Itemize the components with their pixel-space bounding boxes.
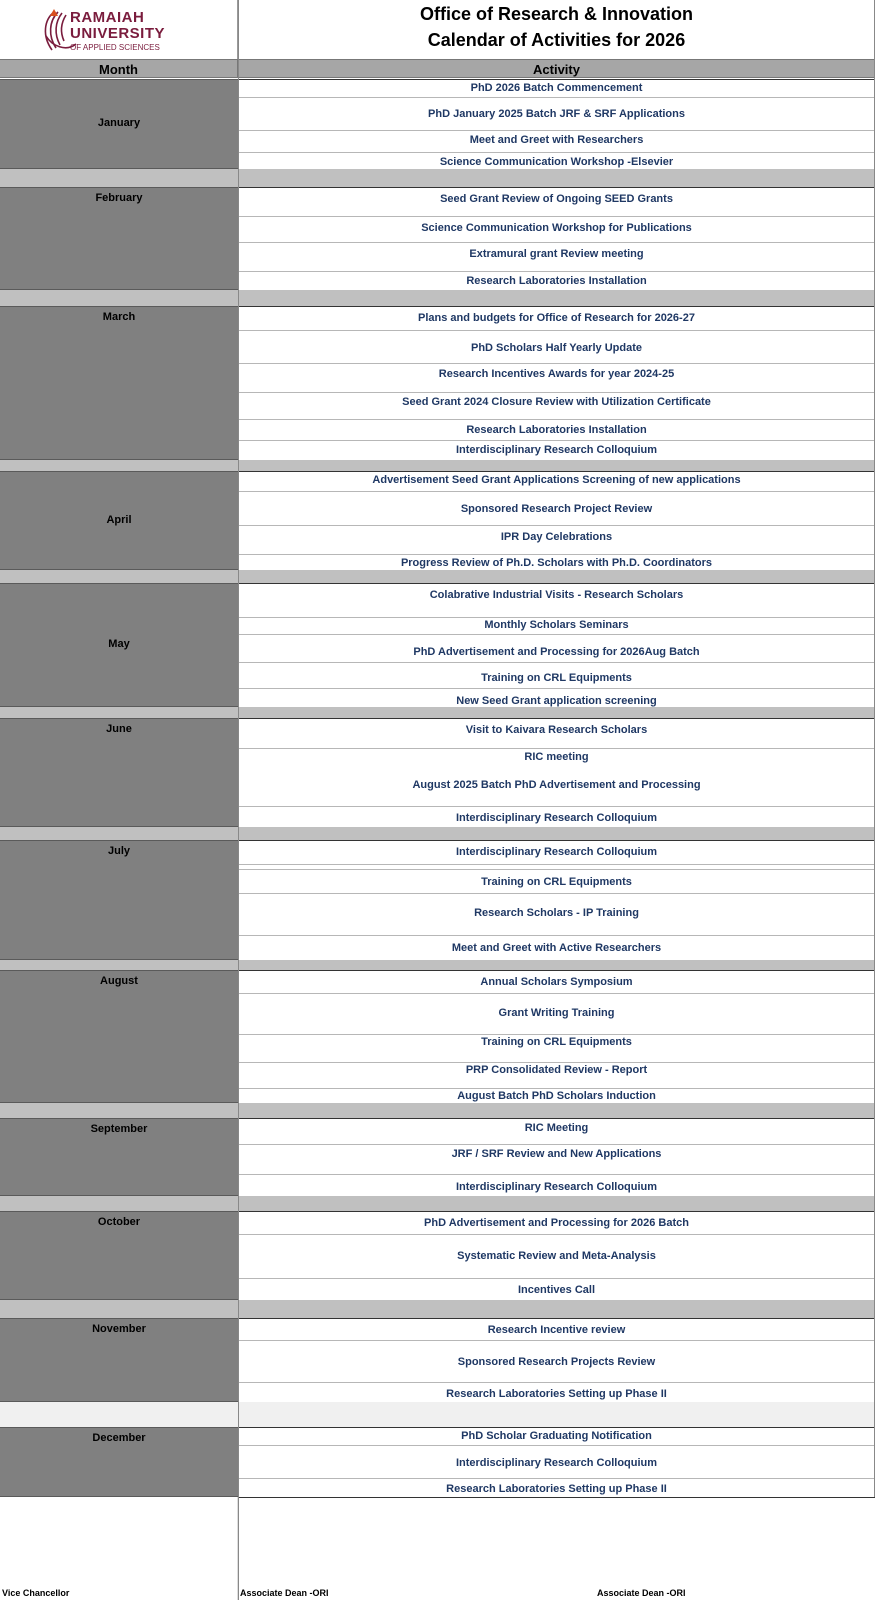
activity-item: Seed Grant 2024 Closure Review with Utilization Certificate	[402, 396, 711, 408]
activity-item: New Seed Grant application screening	[456, 695, 657, 707]
activity-item: Extramural grant Review meeting	[469, 248, 644, 260]
activity-item: Training on CRL Equipments	[481, 876, 632, 888]
month-cell-march	[0, 306, 238, 460]
activity-item: Meet and Greet with Active Researchers	[451, 942, 662, 954]
month-label: May	[108, 638, 130, 650]
activity-item: Sponsored Research Projects Review	[457, 1356, 656, 1368]
row-separator	[238, 1234, 875, 1235]
activity-item: JRF / SRF Review and New Applications	[451, 1148, 662, 1160]
row-separator	[238, 271, 875, 272]
row-border	[238, 79, 875, 80]
row-separator	[238, 1445, 875, 1446]
activity-item: Research Laboratories Installation	[466, 275, 647, 287]
row-separator	[238, 152, 875, 153]
row-border	[238, 471, 875, 472]
activity-item: Interdisciplinary Research Colloquium	[455, 1457, 658, 1469]
activity-item: PhD Scholar Graduating Notification	[461, 1430, 652, 1442]
row-separator	[238, 1478, 875, 1479]
row-separator	[238, 363, 875, 364]
month-label: September	[90, 1123, 148, 1135]
row-separator	[238, 554, 875, 555]
month-label: December	[92, 1432, 146, 1444]
activity-item: Progress Review of Ph.D. Scholars with Ph.D. Coordinators	[400, 557, 713, 569]
row-border	[238, 1118, 875, 1119]
row-separator	[238, 525, 875, 526]
month-spacer	[0, 1402, 238, 1427]
activity-item: PhD 2026 Batch Commencement	[470, 82, 643, 94]
activity-item: Training on CRL Equipments	[481, 1036, 632, 1048]
row-border	[238, 306, 875, 307]
activity-item: Training on CRL Equipments	[481, 672, 632, 684]
logo-text-university: UNIVERSITY	[70, 25, 166, 42]
activity-item: Grant Writing Training	[498, 1007, 615, 1019]
activity-spacer	[238, 1196, 875, 1211]
activity-spacer	[238, 290, 875, 306]
month-spacer	[0, 960, 238, 970]
signature-associate-dean-2: Associate Dean -ORI	[597, 1588, 686, 1598]
activity-spacer	[238, 827, 875, 840]
month-cell-july	[0, 840, 238, 960]
logo-text-applied: OF APPLIED SCIENCES	[70, 43, 160, 52]
activity-item: Research Laboratories Setting up Phase II	[446, 1483, 667, 1495]
activity-item: Visit to Kaivara Research Scholars	[465, 724, 648, 736]
row-separator	[238, 688, 875, 689]
activity-item: Systematic Review and Meta-Analysis	[457, 1250, 656, 1262]
month-spacer	[0, 1196, 238, 1211]
activity-item: PRP Consolidated Review - Report	[465, 1064, 648, 1076]
activity-spacer	[238, 1103, 875, 1118]
month-spacer	[0, 169, 238, 187]
activity-item: Colabrative Industrial Visits - Research Scholars	[429, 589, 684, 601]
row-separator	[238, 330, 875, 331]
page-title: Office of Research & Innovation	[419, 4, 694, 24]
activity-item: Advertisement Seed Grant Applications Screening of new applications	[372, 474, 741, 486]
activity-item: Sponsored Research Project Review	[460, 503, 653, 515]
activity-spacer	[238, 169, 875, 187]
activity-item: August 2025 Batch PhD Advertisement and Processing	[412, 779, 701, 791]
month-spacer	[0, 570, 238, 583]
logo-cell	[0, 0, 238, 59]
activity-item: Science Communication Workshop for Publications	[421, 222, 692, 234]
month-label: July	[107, 845, 130, 857]
row-border	[238, 1318, 875, 1319]
activity-item: Interdisciplinary Research Colloquium	[455, 812, 658, 824]
activity-item: Monthly Scholars Seminars	[484, 619, 629, 631]
month-label: October	[97, 1216, 141, 1228]
column-header-activity: Activity	[238, 59, 875, 78]
row-separator	[238, 419, 875, 420]
month-label: January	[97, 117, 141, 129]
row-border	[238, 718, 875, 719]
row-separator	[238, 491, 875, 492]
row-separator	[238, 392, 875, 393]
activity-item: Research Laboratories Installation	[466, 424, 647, 436]
activity-item: Research Scholars - IP Training	[474, 907, 639, 919]
row-separator	[238, 1278, 875, 1279]
activity-item: Seed Grant Review of Ongoing SEED Grants	[440, 193, 673, 205]
row-separator	[238, 216, 875, 217]
row-border	[238, 1497, 875, 1498]
row-separator	[238, 869, 875, 870]
month-cell-august	[0, 970, 238, 1103]
month-label: April	[106, 513, 132, 526]
row-separator	[238, 893, 875, 894]
activity-item: PhD Advertisement and Processing for 2026Aug Batch	[413, 646, 700, 658]
activity-item: August Batch PhD Scholars Induction	[457, 1090, 656, 1102]
month-label: February	[95, 192, 143, 204]
row-separator	[238, 97, 875, 98]
activity-item: RIC Meeting	[524, 1122, 589, 1134]
activity-spacer	[238, 460, 875, 471]
row-separator	[238, 748, 875, 749]
activity-item: PhD Scholars Half Yearly Update	[471, 342, 642, 354]
month-label: March	[102, 311, 136, 323]
month-spacer	[0, 460, 238, 471]
row-border	[238, 187, 875, 188]
activity-item: IPR Day Celebrations	[500, 531, 613, 543]
row-separator	[238, 440, 875, 441]
row-separator	[238, 1144, 875, 1145]
page-subtitle: Calendar of Activities for 2026	[427, 30, 686, 50]
logo-text-ramaiah: RAMAIAH	[70, 9, 145, 26]
row-separator	[238, 806, 875, 807]
month-spacer	[0, 290, 238, 306]
row-separator	[238, 864, 875, 865]
activity-item: Science Communication Workshop -Elsevier	[439, 156, 674, 168]
row-separator	[238, 1340, 875, 1341]
signature-associate-dean: Associate Dean -ORI	[240, 1588, 329, 1598]
activity-spacer	[238, 707, 875, 718]
row-separator	[238, 662, 875, 663]
row-separator	[238, 130, 875, 131]
activity-spacer	[238, 1300, 875, 1318]
signature-vice-chancellor: Vice Chancellor	[2, 1588, 70, 1598]
activity-item: Research Incentive review	[487, 1324, 626, 1336]
row-border	[238, 840, 875, 841]
month-spacer	[0, 1103, 238, 1118]
signature-cell-left	[0, 1497, 238, 1600]
row-border	[238, 583, 875, 584]
column-header-month: Month	[0, 59, 238, 78]
row-separator	[238, 634, 875, 635]
month-label: June	[106, 723, 132, 735]
activity-item: Interdisciplinary Research Colloquium	[455, 1181, 658, 1193]
column-divider	[238, 0, 239, 1600]
activity-item: Research Laboratories Setting up Phase II	[446, 1388, 667, 1400]
activity-item: Interdisciplinary Research Colloquium	[455, 846, 658, 858]
activity-item: Plans and budgets for Office of Research for 2026-27	[418, 312, 695, 324]
activity-spacer	[238, 570, 875, 583]
row-separator	[238, 1174, 875, 1175]
row-separator	[238, 1382, 875, 1383]
row-separator	[238, 993, 875, 994]
activity-spacer	[238, 1402, 875, 1427]
row-separator	[238, 935, 875, 936]
activity-item: Interdisciplinary Research Colloquium	[455, 444, 658, 456]
activity-item: Meet and Greet with Researchers	[469, 134, 644, 146]
row-separator	[238, 242, 875, 243]
activity-item: PhD Advertisement and Processing for 2026 Batch	[424, 1217, 689, 1229]
month-spacer	[0, 707, 238, 718]
activity-spacer	[238, 960, 875, 970]
row-border	[238, 970, 875, 971]
activity-item: PhD January 2025 Batch JRF & SRF Applications	[428, 108, 685, 120]
activity-item: RIC meeting	[524, 751, 589, 763]
month-label: August	[100, 975, 138, 987]
month-spacer	[0, 827, 238, 840]
activity-item: Annual Scholars Symposium	[480, 976, 633, 988]
activity-item: Incentives Call	[517, 1284, 596, 1296]
month-label: November	[92, 1323, 146, 1335]
row-border	[238, 1427, 875, 1428]
activity-item: Research Incentives Awards for year 2024-25	[438, 368, 675, 380]
month-spacer	[0, 1300, 238, 1318]
row-border	[238, 1211, 875, 1212]
